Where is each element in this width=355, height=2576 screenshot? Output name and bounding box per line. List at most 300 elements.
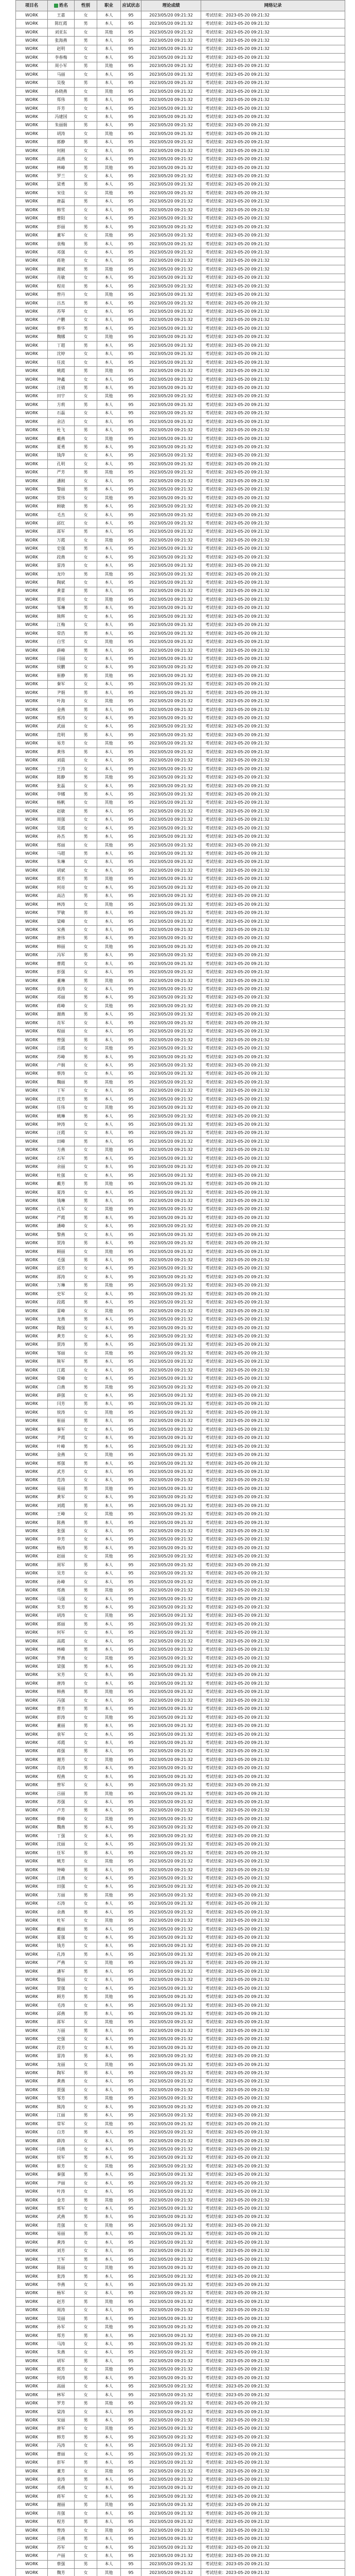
table-row[interactable] bbox=[16, 1112, 345, 1120]
table-row[interactable] bbox=[16, 765, 345, 773]
table-row[interactable] bbox=[16, 2272, 345, 2280]
table-row[interactable] bbox=[16, 689, 345, 697]
table-row[interactable] bbox=[16, 2230, 345, 2238]
table-row[interactable] bbox=[16, 2510, 345, 2518]
table-row[interactable] bbox=[16, 1324, 345, 1332]
table-row[interactable] bbox=[16, 1332, 345, 1341]
table-row[interactable] bbox=[16, 2323, 345, 2331]
table-row[interactable] bbox=[16, 722, 345, 731]
table-row[interactable] bbox=[16, 1019, 345, 1027]
table-row[interactable] bbox=[16, 867, 345, 875]
table-row[interactable] bbox=[16, 342, 345, 350]
table-row[interactable] bbox=[16, 1349, 345, 1358]
table-row[interactable] bbox=[16, 1697, 345, 1705]
table-row[interactable] bbox=[16, 1239, 345, 1247]
table-row[interactable] bbox=[16, 1485, 345, 1493]
table-row[interactable] bbox=[16, 663, 345, 671]
table-row[interactable] bbox=[16, 1654, 345, 1662]
table-row[interactable] bbox=[16, 2035, 345, 2043]
table-row[interactable] bbox=[16, 325, 345, 333]
table-row[interactable] bbox=[16, 1476, 345, 1484]
table-row[interactable] bbox=[16, 562, 345, 570]
table-row[interactable] bbox=[16, 1891, 345, 1900]
table-row[interactable] bbox=[16, 968, 345, 976]
table-row[interactable] bbox=[16, 2518, 345, 2526]
table-row[interactable] bbox=[16, 2264, 345, 2272]
table-row[interactable] bbox=[16, 206, 345, 214]
table-row[interactable] bbox=[16, 2154, 345, 2162]
table-row[interactable] bbox=[16, 1747, 345, 1755]
table-row[interactable] bbox=[16, 2094, 345, 2103]
table-row[interactable] bbox=[16, 1646, 345, 1654]
table-row[interactable] bbox=[16, 2044, 345, 2052]
table-row[interactable] bbox=[16, 570, 345, 578]
table-row[interactable] bbox=[16, 460, 345, 468]
table-row[interactable] bbox=[16, 1392, 345, 1400]
table-row[interactable] bbox=[16, 960, 345, 968]
table-row[interactable] bbox=[16, 1010, 345, 1019]
col-header-project[interactable]: 项目名 bbox=[16, 1, 48, 11]
table-row[interactable] bbox=[16, 528, 345, 536]
table-row[interactable] bbox=[16, 1908, 345, 1917]
table-row[interactable] bbox=[16, 1383, 345, 1391]
table-row[interactable] bbox=[16, 1146, 345, 1154]
table-row[interactable] bbox=[16, 934, 345, 942]
table-row[interactable] bbox=[16, 2128, 345, 2137]
table-row[interactable] bbox=[16, 1849, 345, 1857]
table-row[interactable] bbox=[16, 604, 345, 612]
table-row[interactable] bbox=[16, 299, 345, 307]
table-row[interactable] bbox=[16, 993, 345, 1002]
table-row[interactable] bbox=[16, 367, 345, 375]
table-row[interactable] bbox=[16, 147, 345, 155]
table-row[interactable] bbox=[16, 1857, 345, 1866]
table-row[interactable] bbox=[16, 2374, 345, 2382]
table-row[interactable] bbox=[16, 240, 345, 248]
table-row[interactable] bbox=[16, 1298, 345, 1307]
table-row[interactable] bbox=[16, 1095, 345, 1104]
table-row[interactable] bbox=[16, 214, 345, 223]
table-row[interactable] bbox=[16, 1138, 345, 1146]
table-row[interactable] bbox=[16, 1264, 345, 1273]
table-row[interactable] bbox=[16, 850, 345, 858]
table-row[interactable] bbox=[16, 248, 345, 257]
table-row[interactable] bbox=[16, 1121, 345, 1129]
table-row[interactable] bbox=[16, 1375, 345, 1383]
table-row[interactable] bbox=[16, 2077, 345, 2086]
table-row[interactable] bbox=[16, 2408, 345, 2416]
table-row[interactable] bbox=[16, 2179, 345, 2188]
table-row[interactable] bbox=[16, 2331, 345, 2340]
table-row[interactable] bbox=[16, 613, 345, 621]
table-row[interactable] bbox=[16, 773, 345, 782]
table-row[interactable] bbox=[16, 1925, 345, 1933]
table-row[interactable] bbox=[16, 1002, 345, 1010]
table-row[interactable] bbox=[16, 257, 345, 265]
table-row[interactable] bbox=[16, 1205, 345, 1213]
table-row[interactable] bbox=[16, 1197, 345, 1205]
table-row[interactable] bbox=[16, 1180, 345, 1188]
table-row[interactable] bbox=[16, 2052, 345, 2060]
table-row[interactable] bbox=[16, 2247, 345, 2255]
table-row[interactable] bbox=[16, 468, 345, 477]
table-row[interactable] bbox=[16, 113, 345, 121]
table-row[interactable] bbox=[16, 2340, 345, 2348]
table-row[interactable] bbox=[16, 2433, 345, 2442]
table-row[interactable] bbox=[16, 375, 345, 383]
table-row[interactable] bbox=[16, 1459, 345, 1467]
table-row[interactable] bbox=[16, 1968, 345, 1976]
table-row[interactable] bbox=[16, 511, 345, 519]
table-row[interactable] bbox=[16, 2382, 345, 2391]
table-row[interactable] bbox=[16, 2543, 345, 2551]
table-row[interactable] bbox=[16, 1307, 345, 1315]
table-row[interactable] bbox=[16, 494, 345, 502]
table-row[interactable] bbox=[16, 1451, 345, 1459]
table-row[interactable] bbox=[16, 976, 345, 985]
table-row[interactable] bbox=[16, 1976, 345, 1984]
table-row[interactable] bbox=[16, 1400, 345, 1408]
table-row[interactable] bbox=[16, 20, 345, 28]
table-row[interactable] bbox=[16, 2391, 345, 2399]
table-row[interactable] bbox=[16, 1341, 345, 1349]
table-row[interactable] bbox=[16, 1713, 345, 1721]
table-row[interactable] bbox=[16, 274, 345, 282]
table-row[interactable] bbox=[16, 2399, 345, 2408]
table-row[interactable] bbox=[16, 434, 345, 443]
table-row[interactable] bbox=[16, 121, 345, 129]
table-row[interactable] bbox=[16, 1951, 345, 1959]
table-row[interactable] bbox=[16, 1840, 345, 1849]
table-row[interactable] bbox=[16, 350, 345, 358]
table-row[interactable] bbox=[16, 2010, 345, 2018]
table-row[interactable] bbox=[16, 409, 345, 417]
table-row[interactable] bbox=[16, 1832, 345, 1840]
table-row[interactable] bbox=[16, 1502, 345, 1510]
table-row[interactable] bbox=[16, 756, 345, 765]
table-row[interactable] bbox=[16, 748, 345, 756]
table-row[interactable] bbox=[16, 79, 345, 87]
table-row[interactable] bbox=[16, 392, 345, 400]
table-row[interactable] bbox=[16, 1739, 345, 1747]
table-row[interactable] bbox=[16, 951, 345, 959]
table-row[interactable] bbox=[16, 1578, 345, 1586]
table-row[interactable] bbox=[16, 2103, 345, 2111]
table-row[interactable] bbox=[16, 2281, 345, 2289]
table-row[interactable] bbox=[16, 1273, 345, 1281]
table-row[interactable] bbox=[16, 909, 345, 917]
table-row[interactable] bbox=[16, 1900, 345, 1908]
table-row[interactable] bbox=[16, 1942, 345, 1950]
table-row[interactable] bbox=[16, 2493, 345, 2501]
table-row[interactable] bbox=[16, 1027, 345, 1036]
table-row[interactable] bbox=[16, 553, 345, 562]
table-row[interactable] bbox=[16, 2120, 345, 2128]
table-row[interactable] bbox=[16, 1527, 345, 1535]
table-row[interactable] bbox=[16, 138, 345, 146]
table-row[interactable] bbox=[16, 1163, 345, 1171]
table-row[interactable] bbox=[16, 884, 345, 892]
table-row[interactable] bbox=[16, 223, 345, 231]
table-row[interactable] bbox=[16, 2552, 345, 2560]
table-row[interactable] bbox=[16, 2222, 345, 2230]
table-row[interactable] bbox=[16, 646, 345, 654]
table-row[interactable] bbox=[16, 1722, 345, 1730]
table-row[interactable] bbox=[16, 545, 345, 553]
table-row[interactable] bbox=[16, 629, 345, 637]
table-row[interactable] bbox=[16, 1222, 345, 1230]
table-row[interactable] bbox=[16, 1129, 345, 1137]
table-row[interactable] bbox=[16, 1442, 345, 1450]
table-row[interactable] bbox=[16, 54, 345, 62]
table-row[interactable] bbox=[16, 45, 345, 53]
table-row[interactable] bbox=[16, 2476, 345, 2484]
table-row[interactable] bbox=[16, 2145, 345, 2154]
table-row[interactable] bbox=[16, 2188, 345, 2196]
table-row[interactable] bbox=[16, 1612, 345, 1620]
table-row[interactable] bbox=[16, 1417, 345, 1425]
table-row[interactable] bbox=[16, 1468, 345, 1476]
table-row[interactable] bbox=[16, 2213, 345, 2221]
table-row[interactable] bbox=[16, 1789, 345, 1798]
table-row[interactable] bbox=[16, 596, 345, 604]
col-header-name[interactable] bbox=[48, 1, 75, 11]
table-row[interactable] bbox=[16, 1866, 345, 1874]
table-row[interactable] bbox=[16, 485, 345, 494]
table-row[interactable] bbox=[16, 1104, 345, 1112]
table-row[interactable] bbox=[16, 1078, 345, 1087]
table-row[interactable] bbox=[16, 900, 345, 908]
table-row[interactable] bbox=[16, 892, 345, 900]
table-row[interactable] bbox=[16, 1705, 345, 1713]
table-row[interactable] bbox=[16, 705, 345, 714]
table-row[interactable] bbox=[16, 2255, 345, 2263]
table-row[interactable] bbox=[16, 1934, 345, 1942]
table-row[interactable] bbox=[16, 2289, 345, 2297]
table-row[interactable] bbox=[16, 697, 345, 705]
table-row[interactable] bbox=[16, 1256, 345, 1264]
table-row[interactable] bbox=[16, 2239, 345, 2247]
table-row[interactable] bbox=[16, 1366, 345, 1375]
table-row[interactable] bbox=[16, 418, 345, 426]
table-row[interactable] bbox=[16, 163, 345, 172]
table-row[interactable] bbox=[16, 1569, 345, 1578]
table-row[interactable] bbox=[16, 833, 345, 841]
table-row[interactable] bbox=[16, 189, 345, 197]
table-row[interactable] bbox=[16, 680, 345, 688]
table-row[interactable] bbox=[16, 2196, 345, 2204]
table-row[interactable] bbox=[16, 1781, 345, 1789]
table-row[interactable] bbox=[16, 1586, 345, 1595]
table-row[interactable] bbox=[16, 1409, 345, 1417]
table-row[interactable] bbox=[16, 1036, 345, 1044]
table-row[interactable] bbox=[16, 1629, 345, 1637]
table-row[interactable] bbox=[16, 739, 345, 748]
table-row[interactable] bbox=[16, 451, 345, 460]
table-row[interactable] bbox=[16, 1815, 345, 1823]
table-row[interactable] bbox=[16, 1773, 345, 1781]
col-header-status[interactable]: 应试状态 bbox=[121, 1, 141, 11]
table-row[interactable] bbox=[16, 37, 345, 45]
table-row[interactable] bbox=[16, 1434, 345, 1442]
table-row[interactable] bbox=[16, 231, 345, 240]
table-row[interactable] bbox=[16, 1663, 345, 1671]
table-row[interactable] bbox=[16, 2450, 345, 2459]
table-row[interactable] bbox=[16, 1883, 345, 1891]
table-row[interactable] bbox=[16, 71, 345, 79]
table-row[interactable] bbox=[16, 519, 345, 528]
table-row[interactable] bbox=[16, 1426, 345, 1434]
table-row[interactable] bbox=[16, 1281, 345, 1290]
table-row[interactable] bbox=[16, 816, 345, 824]
table-row[interactable] bbox=[16, 316, 345, 324]
table-row[interactable] bbox=[16, 1552, 345, 1561]
table-row[interactable] bbox=[16, 2425, 345, 2433]
table-row[interactable] bbox=[16, 180, 345, 189]
table-row[interactable] bbox=[16, 587, 345, 595]
table-row[interactable] bbox=[16, 1061, 345, 1070]
table-row[interactable] bbox=[16, 1603, 345, 1612]
table-row[interactable] bbox=[16, 2111, 345, 2120]
table-row[interactable] bbox=[16, 1917, 345, 1925]
table-row[interactable] bbox=[16, 1764, 345, 1772]
table-row[interactable] bbox=[16, 1806, 345, 1815]
table-row[interactable] bbox=[16, 2535, 345, 2543]
table-row[interactable] bbox=[16, 155, 345, 163]
table-row[interactable] bbox=[16, 926, 345, 934]
table-row[interactable] bbox=[16, 291, 345, 299]
table-row[interactable] bbox=[16, 1561, 345, 1569]
table-row[interactable] bbox=[16, 2526, 345, 2534]
table-row[interactable] bbox=[16, 1688, 345, 1696]
table-row[interactable] bbox=[16, 621, 345, 629]
table-row[interactable] bbox=[16, 87, 345, 95]
table-row[interactable] bbox=[16, 655, 345, 663]
table-row[interactable] bbox=[16, 807, 345, 816]
table-row[interactable] bbox=[16, 197, 345, 206]
table-row[interactable] bbox=[16, 2416, 345, 2425]
table-row[interactable] bbox=[16, 1984, 345, 1992]
table-row[interactable] bbox=[16, 790, 345, 799]
table-row[interactable] bbox=[16, 1595, 345, 1603]
table-row[interactable] bbox=[16, 104, 345, 112]
table-row[interactable] bbox=[16, 841, 345, 849]
table-row[interactable] bbox=[16, 1188, 345, 1196]
table-row[interactable] bbox=[16, 333, 345, 341]
table-row[interactable] bbox=[16, 443, 345, 451]
table-row[interactable] bbox=[16, 1620, 345, 1629]
table-row[interactable] bbox=[16, 2027, 345, 2035]
table-row[interactable] bbox=[16, 265, 345, 274]
table-row[interactable] bbox=[16, 824, 345, 833]
table-row[interactable] bbox=[16, 638, 345, 646]
table-row[interactable] bbox=[16, 2484, 345, 2492]
table-row[interactable] bbox=[16, 2569, 345, 2576]
table-row[interactable] bbox=[16, 1087, 345, 1095]
table-row[interactable] bbox=[16, 2459, 345, 2467]
table-row[interactable] bbox=[16, 799, 345, 807]
table-row[interactable] bbox=[16, 1290, 345, 1298]
table-row[interactable] bbox=[16, 1874, 345, 1883]
table-row[interactable] bbox=[16, 1247, 345, 1256]
table-row[interactable] bbox=[16, 11, 345, 20]
table-row[interactable] bbox=[16, 1518, 345, 1527]
table-row[interactable] bbox=[16, 672, 345, 680]
table-row[interactable] bbox=[16, 2298, 345, 2306]
table-row[interactable] bbox=[16, 1231, 345, 1239]
table-row[interactable] bbox=[16, 2162, 345, 2171]
table-row[interactable] bbox=[16, 985, 345, 993]
table-row[interactable] bbox=[16, 1535, 345, 1544]
table-row[interactable] bbox=[16, 2306, 345, 2314]
table-row[interactable] bbox=[16, 875, 345, 883]
table-row[interactable] bbox=[16, 401, 345, 409]
checkbox-icon[interactable] bbox=[54, 4, 58, 8]
table-row[interactable] bbox=[16, 28, 345, 36]
table-row[interactable] bbox=[16, 358, 345, 366]
table-row[interactable] bbox=[16, 2069, 345, 2077]
table-row[interactable] bbox=[16, 1993, 345, 2001]
table-row[interactable] bbox=[16, 1070, 345, 1078]
col-header-score[interactable]: 理论成绩 bbox=[141, 1, 201, 11]
table-row[interactable] bbox=[16, 1637, 345, 1646]
table-row[interactable] bbox=[16, 1680, 345, 1688]
table-row[interactable] bbox=[16, 1798, 345, 1806]
table-row[interactable] bbox=[16, 579, 345, 587]
table-row[interactable] bbox=[16, 1214, 345, 1222]
table-row[interactable] bbox=[16, 2365, 345, 2374]
table-row[interactable] bbox=[16, 1358, 345, 1366]
table-row[interactable] bbox=[16, 1493, 345, 1501]
table-row[interactable] bbox=[16, 172, 345, 180]
table-row[interactable] bbox=[16, 1544, 345, 1552]
table-row[interactable] bbox=[16, 1044, 345, 1053]
table-row[interactable] bbox=[16, 943, 345, 951]
table-row[interactable] bbox=[16, 731, 345, 739]
table-row[interactable] bbox=[16, 1510, 345, 1518]
table-row[interactable] bbox=[16, 2560, 345, 2568]
table-row[interactable] bbox=[16, 2137, 345, 2145]
table-row[interactable] bbox=[16, 2060, 345, 2069]
table-row[interactable] bbox=[16, 2001, 345, 2009]
table-row[interactable] bbox=[16, 782, 345, 790]
table-row[interactable] bbox=[16, 1171, 345, 1179]
col-header-log[interactable]: 网络记录 bbox=[201, 1, 345, 11]
table-row[interactable] bbox=[16, 1315, 345, 1324]
table-row[interactable] bbox=[16, 917, 345, 925]
table-row[interactable] bbox=[16, 282, 345, 291]
table-row[interactable] bbox=[16, 2205, 345, 2213]
table-row[interactable] bbox=[16, 2442, 345, 2450]
table-row[interactable] bbox=[16, 2018, 345, 2026]
table-row[interactable] bbox=[16, 2171, 345, 2179]
table-row[interactable] bbox=[16, 1155, 345, 1163]
table-row[interactable] bbox=[16, 308, 345, 316]
table-row[interactable] bbox=[16, 130, 345, 138]
table-row[interactable] bbox=[16, 2357, 345, 2365]
table-row[interactable] bbox=[16, 426, 345, 434]
table-row[interactable] bbox=[16, 2501, 345, 2509]
table-row[interactable] bbox=[16, 502, 345, 511]
table-row[interactable] bbox=[16, 1959, 345, 1967]
col-header-gender[interactable]: 性别 bbox=[75, 1, 97, 11]
table-row[interactable] bbox=[16, 1730, 345, 1738]
table-row[interactable] bbox=[16, 2315, 345, 2323]
table-row[interactable] bbox=[16, 1823, 345, 1832]
table-row[interactable] bbox=[16, 384, 345, 392]
table-row[interactable] bbox=[16, 2467, 345, 2475]
col-header-job[interactable]: 职业 bbox=[97, 1, 121, 11]
